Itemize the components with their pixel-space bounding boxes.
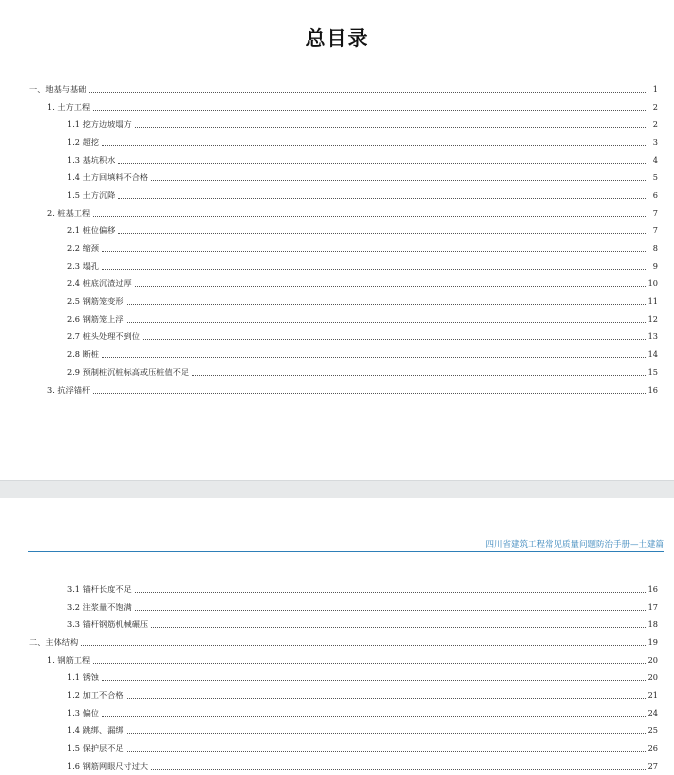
toc-page-number: 3 (652, 136, 658, 147)
toc-entry[interactable] (0, 363, 674, 381)
toc-page-number: 24 (647, 707, 658, 718)
toc-page-number: 13 (647, 331, 658, 342)
dot-leader (89, 91, 646, 93)
dot-leader (118, 197, 646, 199)
toc-entry-label: 1.5 土方沉降 (67, 189, 116, 200)
dot-leader (143, 338, 646, 340)
toc-entry[interactable] (0, 115, 674, 133)
dot-leader (135, 285, 646, 287)
toc-entry-label: 1.1 挖方边坡塌方 (67, 119, 132, 130)
toc-page-number: 17 (647, 601, 658, 612)
toc-entry[interactable] (0, 615, 674, 633)
toc-page-number: 18 (647, 619, 658, 630)
dot-leader (151, 768, 645, 770)
toc-entry[interactable] (0, 222, 674, 240)
toc-entry[interactable] (0, 381, 674, 399)
toc-entry[interactable] (0, 292, 674, 310)
dot-leader (127, 303, 646, 305)
toc-page-number: 21 (647, 689, 658, 700)
dot-leader (93, 662, 645, 664)
toc-entry-label: 1.3 偏位 (67, 707, 99, 718)
toc-entry[interactable] (0, 80, 674, 98)
dot-leader (127, 321, 646, 323)
toc-entry[interactable] (0, 310, 674, 328)
toc-entry-label: 1.2 超挖 (67, 136, 99, 147)
toc-page-number: 20 (647, 654, 658, 665)
dot-leader (93, 215, 646, 217)
toc-page-number: 8 (652, 243, 658, 254)
toc-entry-label: 1.6 钢筋网眼尺寸过大 (67, 760, 149, 771)
toc-entry[interactable] (0, 633, 674, 651)
toc-entry-label: 1. 土方工程 (47, 101, 91, 112)
toc-entry[interactable] (0, 668, 674, 686)
toc-page-number: 19 (647, 636, 658, 647)
toc-entry-label: 一、地基与基础 (29, 83, 87, 94)
toc-entry[interactable] (0, 186, 674, 204)
toc-entry-label: 1.5 保护层不足 (67, 743, 124, 754)
toc-page-number: 7 (652, 207, 658, 218)
dot-leader (135, 591, 646, 593)
dot-leader (127, 697, 646, 699)
dot-leader (93, 392, 645, 394)
toc-page-number: 26 (647, 743, 658, 754)
toc-page-number: 2 (652, 101, 658, 112)
toc-page-number: 6 (652, 189, 658, 200)
toc-page-number: 25 (647, 725, 658, 736)
toc-entry[interactable] (0, 275, 674, 293)
dot-leader (102, 715, 646, 717)
toc-page-number: 16 (647, 384, 658, 395)
toc-entry-label: 2.6 钢筋笼上浮 (67, 313, 124, 324)
toc-entry-label: 1.3 基坑积水 (67, 154, 116, 165)
toc-entry-label: 3.2 注浆量不饱满 (67, 601, 132, 612)
toc-entry-label: 2.5 钢筋笼变形 (67, 296, 124, 307)
toc-entry[interactable] (0, 204, 674, 222)
toc-page-number: 2 (652, 119, 658, 130)
toc-entry-label: 3.1 锚杆长度不足 (67, 583, 132, 594)
toc-entry-label: 2.1 桩位偏移 (67, 225, 116, 236)
toc-page-number: 1 (652, 83, 658, 94)
header-rule (28, 551, 664, 552)
toc-entry[interactable] (0, 133, 674, 151)
dot-leader (127, 732, 646, 734)
toc-page-number: 4 (652, 154, 658, 165)
toc-entry[interactable] (0, 757, 674, 775)
toc-entry[interactable] (0, 580, 674, 598)
toc-entry[interactable] (0, 151, 674, 169)
table-of-contents-continued (0, 580, 674, 775)
dot-leader (151, 179, 646, 181)
toc-entry[interactable] (0, 651, 674, 669)
dot-leader (102, 268, 646, 270)
toc-entry-label: 3. 抗浮锚杆 (47, 384, 91, 395)
toc-page-number: 10 (647, 278, 658, 289)
toc-entry[interactable] (0, 686, 674, 704)
dot-leader (102, 144, 646, 146)
dot-leader (102, 679, 646, 681)
toc-entry[interactable] (0, 722, 674, 740)
toc-entry-label: 1.1 锈蚀 (67, 672, 99, 683)
dot-leader (93, 109, 646, 111)
dot-leader (81, 644, 645, 646)
toc-entry-label: 1.4 跳绑、漏绑 (67, 725, 124, 736)
toc-entry-label: 1. 钢筋工程 (47, 654, 91, 665)
toc-page-number: 9 (652, 260, 658, 271)
toc-page-number: 27 (647, 760, 658, 771)
toc-entry-label: 2.9 预制桩沉桩标高或压桩值不足 (67, 366, 190, 377)
dot-leader (102, 356, 646, 358)
dot-leader (135, 609, 646, 611)
toc-entry[interactable] (0, 345, 674, 363)
dot-leader (151, 626, 645, 628)
toc-page-number: 11 (647, 296, 658, 307)
toc-entry-label: 2.4 桩底沉渣过厚 (67, 278, 132, 289)
toc-entry-label: 1.4 土方回填料不合格 (67, 172, 149, 183)
toc-entry-label: 2.2 缩颈 (67, 243, 99, 254)
toc-entry-label: 二、主体结构 (29, 636, 79, 647)
toc-entry-label: 2. 桩基工程 (47, 207, 91, 218)
toc-entry-label: 2.7 桩头处理不到位 (67, 331, 140, 342)
toc-entry-label: 2.8 断桩 (67, 349, 99, 360)
dot-leader (118, 162, 646, 164)
toc-page-number: 14 (647, 349, 658, 360)
toc-entry[interactable] (0, 98, 674, 116)
toc-entry[interactable] (0, 739, 674, 757)
toc-page-number: 5 (652, 172, 658, 183)
toc-entry[interactable] (0, 704, 674, 722)
toc-entry[interactable] (0, 168, 674, 186)
running-header: 四川省建筑工程常见质量问题防治手册—土建篇 (485, 540, 664, 550)
dot-leader (102, 250, 646, 252)
toc-page-number: 12 (647, 313, 658, 324)
toc-entry[interactable] (0, 257, 674, 275)
toc-entry-label: 2.3 塌孔 (67, 260, 99, 271)
page-separator (0, 480, 674, 500)
toc-entry[interactable] (0, 328, 674, 346)
toc-page-number: 20 (647, 672, 658, 683)
table-of-contents (0, 80, 674, 398)
toc-entry[interactable] (0, 598, 674, 616)
page-title: 总目录 (305, 26, 369, 50)
dot-leader (135, 126, 646, 128)
toc-page-number: 7 (652, 225, 658, 236)
toc-entry-label: 3.3 锚杆钢筋机械碾压 (67, 619, 149, 630)
toc-page-number: 15 (647, 366, 658, 377)
dot-leader (127, 750, 646, 752)
dot-leader (192, 374, 646, 376)
toc-entry-label: 1.2 加工不合格 (67, 689, 124, 700)
dot-leader (118, 232, 646, 234)
document-page-2 (0, 498, 674, 773)
toc-page-number: 16 (647, 583, 658, 594)
toc-entry[interactable] (0, 239, 674, 257)
